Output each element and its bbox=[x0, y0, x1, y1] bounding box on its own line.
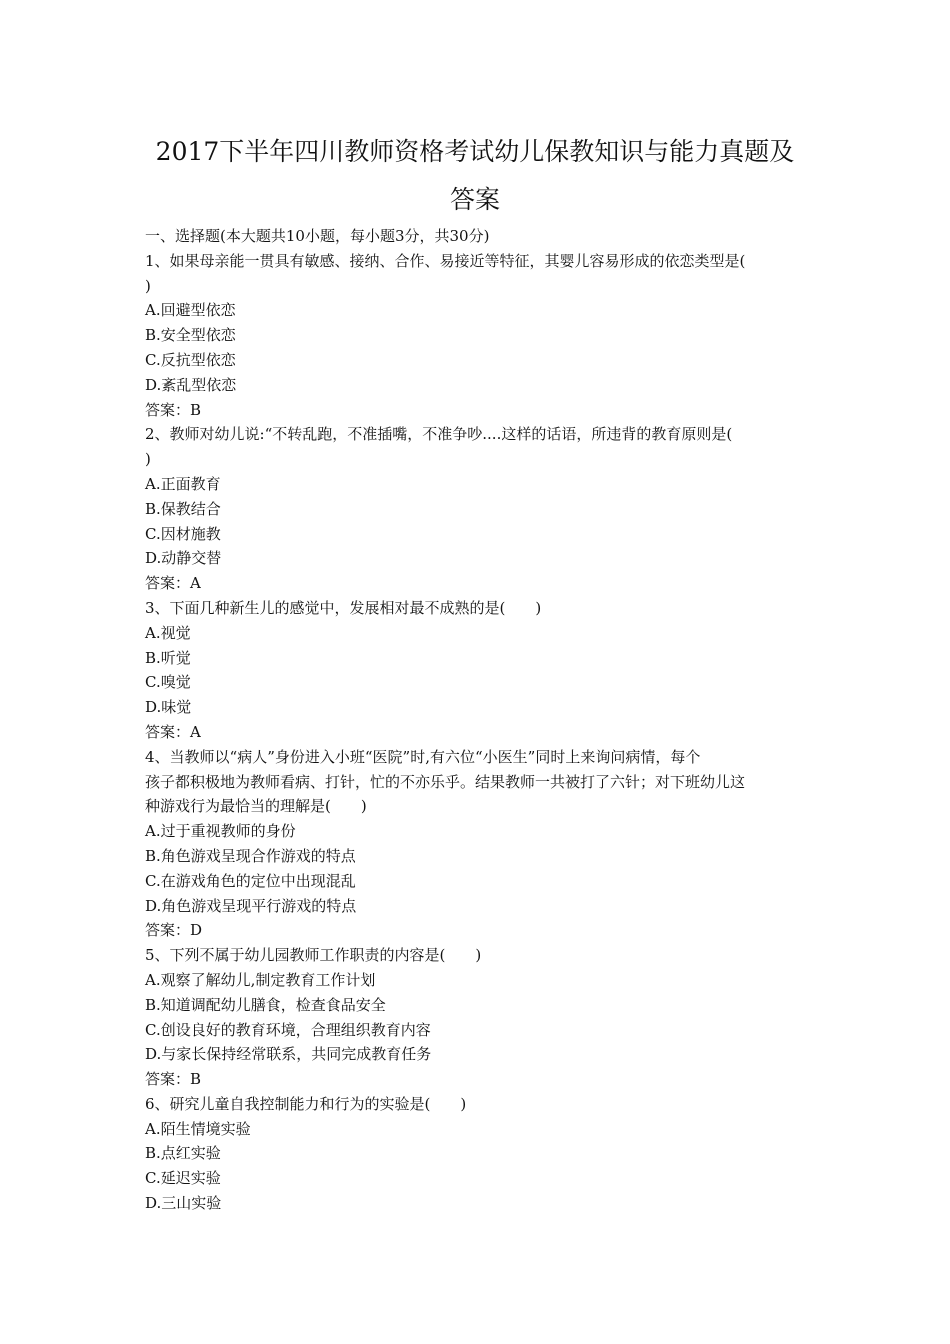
title-line-2: 答案 bbox=[449, 185, 500, 214]
text-line: C.反抗型依恋 bbox=[145, 350, 236, 369]
text-line: 孩子都积极地为教师看病、打针，忙的不亦乐乎。结果教师一共被打了六针；对下班幼儿这 bbox=[145, 772, 746, 791]
text-line: A.观察了解幼儿,制定教育工作计划 bbox=[145, 970, 376, 989]
text-line: C.在游戏角色的定位中出现混乱 bbox=[145, 871, 356, 890]
text-line: 种游戏行为最恰当的理解是( ) bbox=[145, 797, 367, 816]
text-line: A.正面教育 bbox=[145, 474, 221, 493]
text-line: 答案：D bbox=[145, 921, 203, 940]
text-line: C.延迟实验 bbox=[145, 1169, 221, 1188]
document-title bbox=[0, 128, 950, 224]
title-line-1: 2017下半年四川教师资格考试幼儿保教知识与能力真题及 bbox=[155, 137, 795, 166]
text-line: B.保教结合 bbox=[145, 499, 221, 518]
text-line: 答案：A bbox=[145, 574, 201, 593]
text-line: ) bbox=[145, 450, 151, 469]
text-line: A.视觉 bbox=[145, 623, 191, 642]
text-line: A.回避型依恋 bbox=[145, 301, 236, 320]
text-line: D.三山实验 bbox=[145, 1194, 222, 1213]
text-line: ) bbox=[145, 276, 151, 295]
text-line: B.听觉 bbox=[145, 648, 191, 667]
text-line: C.因材施教 bbox=[145, 524, 221, 543]
text-line: 4、当教师以“病人”身份进入小班“医院”时,有六位“小医生”同时上来询问病情，每个 bbox=[145, 747, 701, 766]
text-line: 1、如果母亲能一贯具有敏感、接纳、合作、易接近等特征，其婴儿容易形成的依恋类型是( bbox=[145, 251, 746, 270]
text-line: C.嗅觉 bbox=[145, 673, 191, 692]
text-line: 答案：A bbox=[145, 722, 201, 741]
text-line: 答案：B bbox=[145, 400, 202, 419]
text-line: B.角色游戏呈现合作游戏的特点 bbox=[145, 846, 356, 865]
text-line: D.紊乱型依恋 bbox=[145, 375, 237, 394]
text-line: D.与家长保持经常联系，共同完成教育任务 bbox=[145, 1045, 432, 1064]
text-line: C.创设良好的教育环境，合理组织教育内容 bbox=[145, 1020, 431, 1039]
text-line: D.角色游戏呈现平行游戏的特点 bbox=[145, 896, 357, 915]
text-line: 2、教师对幼儿说:“不转乱跑，不准插嘴，不准争吵....这样的话语，所违背的教育原则是( bbox=[145, 425, 733, 444]
document-body bbox=[145, 224, 815, 1216]
text-line: A.陌生情境实验 bbox=[145, 1119, 251, 1138]
text-line: A.过于重视教师的身份 bbox=[145, 822, 296, 841]
text-line: 5、下列不属于幼儿园教师工作职责的内容是( ) bbox=[145, 946, 482, 965]
text-line: B.安全型依恋 bbox=[145, 326, 236, 345]
text-line: B.知道调配幼儿膳食，检查食品安全 bbox=[145, 995, 386, 1014]
text-line: D.动静交替 bbox=[145, 549, 222, 568]
text-line: 3、下面几种新生儿的感觉中，发展相对最不成熟的是( ) bbox=[145, 598, 542, 617]
text-line: B.点红实验 bbox=[145, 1144, 221, 1163]
text-line: 答案：B bbox=[145, 1070, 202, 1089]
text-line: 6、研究儿童自我控制能力和行为的实验是( ) bbox=[145, 1094, 467, 1113]
text-line: 一、选择题(本大题共10小题，每小题3分，共30分) bbox=[145, 227, 490, 245]
text-line: D.味觉 bbox=[145, 698, 192, 717]
